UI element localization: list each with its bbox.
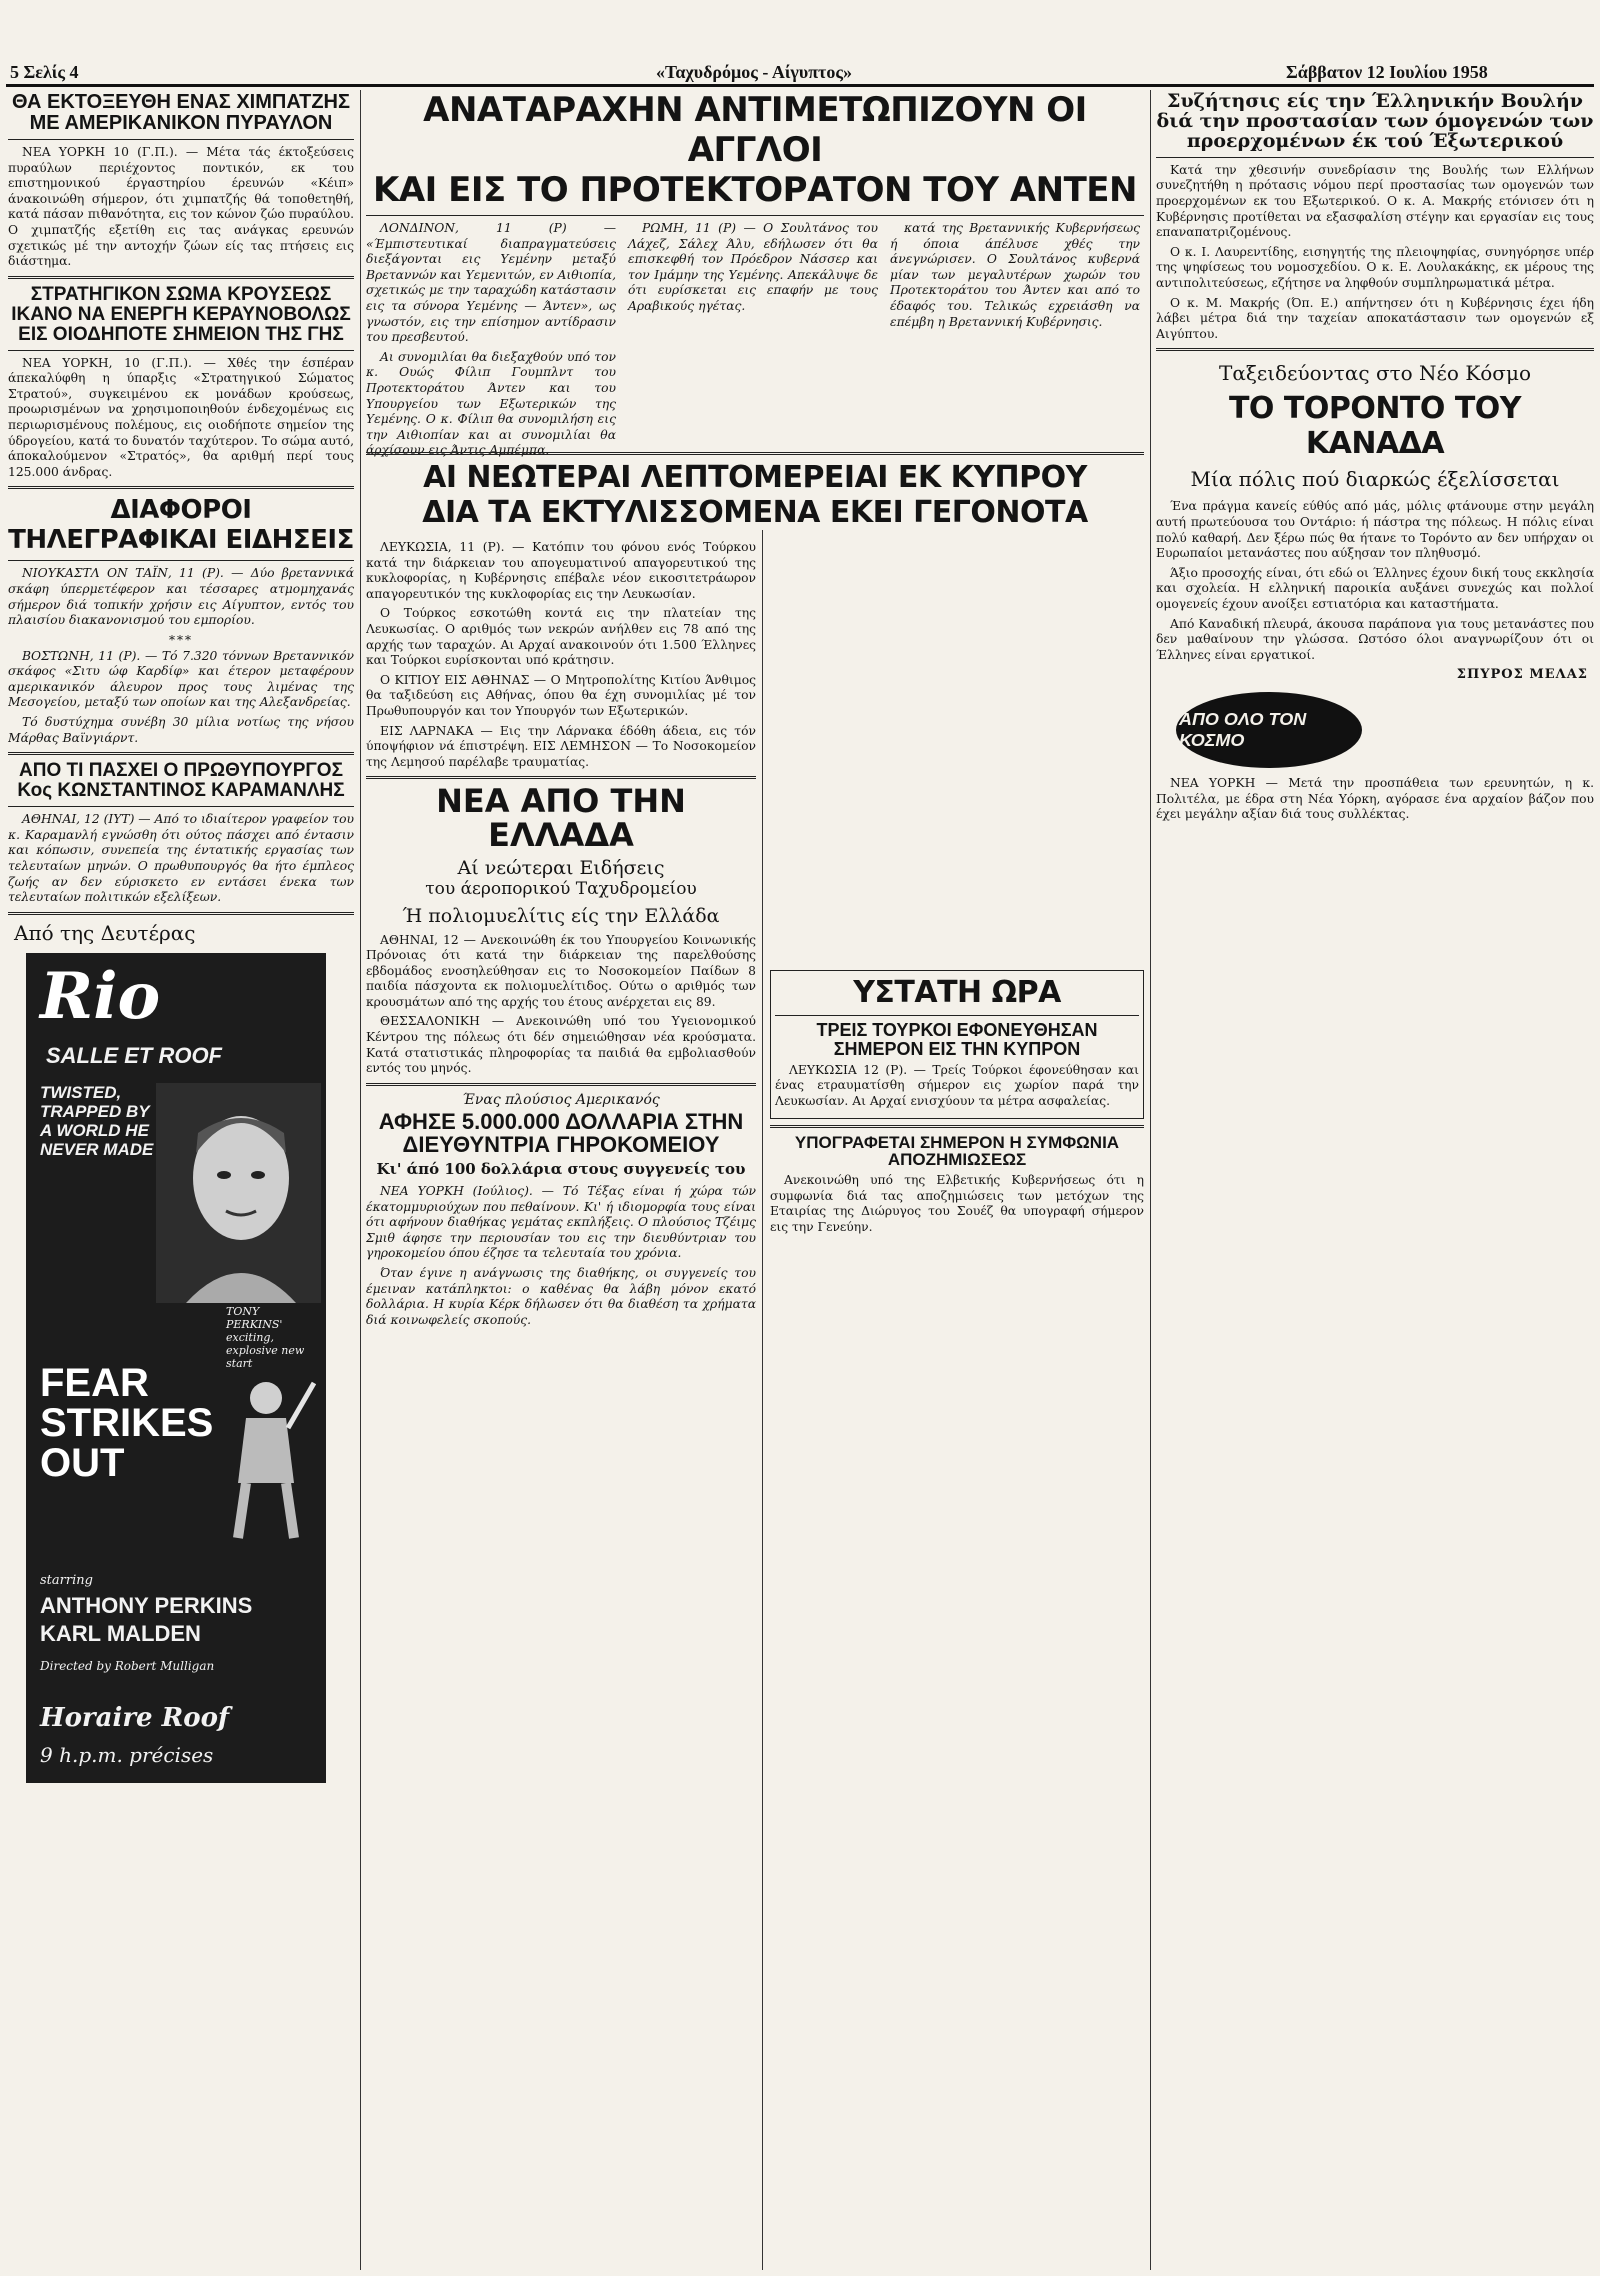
article-prime-minister: ΑΘΗΝΑΙ, 12 (ΙΥΤ) — Από το ιδιαίτερον γραφείον του κ. Καραμανλή εγνώσθη ότι ούτος πάσχει από έντασιν και κόπωσιν, συνεπεία της έντατικής εργασίας των τελευταίων μηνών. Ο πρωθυπουργός θα ήτο έμπλεος ζωής αν δεν εύρισκετο εν εντάσει ένεκα των τελευταίων πολιτικών εξελίξεων.	[8, 812, 354, 905]
director-credit: Directed by Robert Mulligan	[40, 1658, 215, 1673]
column-rule	[762, 530, 763, 2270]
headline-prime-minister: ΑΠΟ ΤΙ ΠΑΣΧΕΙ Ο ΠΡΩΘΥΠΟΥΡΓΟΣ Κος ΚΩΝΣΤΑΝΤΙΝΟΣ ΚΑΡΑΜΑΝΛΗΣ	[17, 760, 345, 802]
author-signature: ΣΠΥΡΟΣ ΜΕΛΑΣ	[1456, 667, 1588, 683]
cyprus-headline-block	[366, 460, 1144, 540]
divider	[8, 350, 354, 351]
cinema-logo: Rio	[40, 958, 161, 1034]
article-three-turks: ΛΕΥΚΩΣΙΑ 12 (Ρ). — Τρείς Τούρκοι έφονεύθησαν και ένας ετραυματίσθη σήμερον εις χωρίον παρά την Λευκωσίαν. Αι Αρχαί ενισχύουν τα μέτρα ασφαλείας.	[775, 1062, 1139, 1108]
headline-last-hour: ΥΣΤΑΤΗ ΩΡΑ	[853, 975, 1061, 1010]
actor-portrait-icon	[156, 1083, 321, 1303]
subhead-toronto: Μία πόλις πού διαρκώς έξελίσσεται	[1190, 467, 1560, 492]
divider	[366, 215, 1144, 216]
article-aden-sultan: κατά της Βρεταννικής Κυβερνήσεως ή όποια άπέλυσε χθές την άνεγνώρισεν. Ο Σουλτάνος κυβερνά μίαν των μεγαλυτέρων χωρών του Προτεκτοράτου του Άντεν και από το έδαφός του. Τελικώς εχρειάσθη να επέμβη η Βρεταννική Κυβέρνησις.	[890, 221, 1140, 329]
divider	[775, 1015, 1139, 1016]
article-aden-london: ΛΟΝΔΙΝΟΝ, 11 (Ρ) — «Έμπιστευτικαί διαπραγματεύσεις διεξάγονται εις Υεμένην μεταξύ Βρεταννών και Υεμενιτών, εν Αιθιοπία, σχετικώς με την ταραχώδη κατάστασιν εις τα σύνορα Υεμένης — Άντεν», ως γνωστόν, εις την επίσημον αντίδρασιν του πρεσβευτού.	[366, 221, 616, 345]
headline-cyprus-2: ΔΙΑ ΤΑ ΕΚΤΥΛΙΣΣΟΜΕΝΑ ΕΚΕΙ ΓΕΓΟΝΟΤΑ	[422, 495, 1088, 530]
article-aden-talks: Αι συνομιλίαι θα διεξαχθούν υπό τον κ. Ουώς Φίλιπ Γουμπλντ του Προτεκτοράτου Άντεν και του Υπουργείου των Εξωτερικών της Υεμένης. Ο κ. Φίλιπ θα συνομιλήση εις την Αιθιοπίαν και αι συνομιλίαι θα άρχίσουν εις Άντις Αμπέμπα.	[366, 349, 616, 458]
subhead-polio: Ή πολιομυελίτις είς την Ελλάδα	[402, 904, 720, 927]
article-cyprus-2: Ο Τούρκος εσκοτώθη κοντά εις την πλατείαν της Λευκωσίας. Ο αριθμός των νεκρών ανήλθεν εις 78 από της αρχής των ταραχών. Αι Αρχαί ανακοινούν ότι 1.500 Έλληνες και Τούρκοι ευρίσκονται υπό κράτησιν.	[366, 606, 756, 668]
divider	[8, 752, 354, 755]
cinema-subtitle: SALLE ET ROOF	[46, 1042, 222, 1068]
article-aden-rome: ΡΩΜΗ, 11 (Ρ) — Ο Σουλτάνος του Λάχεζ, Σάλεχ Άλυ, εδήλωσεν ότι θα επισκεφθή τον Πρόεδρον Νάσσερ και τον Ιμάμην της Υεμένης. Απεκάλυψε δε ότι ευρίσκεται εις επαφήν με τους Αραβικούς ηγέτας.	[628, 221, 878, 313]
divider	[366, 776, 756, 779]
article-will-2: Όταν έγινε η ανάγνωσις της διαθήκης, οι συγγενείς του έμειναν κατάπληκτοι: ο καθένας θα λάβη μόνον εκατό δολλάρια. Η κυρία Κέρκ δήλωσεν ότι θα διαθέση τα χρήματα διά κοινωφελείς σκοπούς.	[366, 1266, 756, 1327]
divider	[8, 806, 354, 807]
around-world-badge	[1176, 692, 1362, 768]
separator-stars: ***	[169, 632, 193, 647]
divider	[8, 276, 354, 279]
headline-cyprus-1: ΑΙ ΝΕΩΤΕΡΑΙ ΛΕΠΤΟΜΕΡΕΙΑΙ ΕΚ ΚΥΠΡΟΥ	[423, 460, 1087, 495]
news-boston: ΒΟΣΤΩΝΗ, 11 (Ρ). — Τό 7.320 τόννων Βρεταννικόν σκάφος «Σιτυ ώφ Καρδίφ» και έτερον μεταφέρουν αμερικανικόν άλευρον προς τους λιμένας της Μεσογείου, μεταξύ των οποίων και της Αλεξανδρείας.	[8, 648, 354, 710]
column-4	[1156, 90, 1594, 2270]
baseball-player-icon	[216, 1373, 316, 1543]
article-toronto-1: Ένα πράγμα κανείς εύθύς από μάς, μόλις φτάνουμε στην μεγάλη αυτή πρωτεύουσα του Οντάριο: ή πάστρα της πόλεως. Η πόλις είναι πολύ καθαρή. Δεν ξέρω πώς θα ήτανε το Τορόντο αν δεν υπήρχαν οι Ευρωπαίοι μετανάστες που αύξησαν τον πληθυσμό.	[1156, 499, 1594, 561]
headline-aden-1: ΑΝΑΤΑΡΑΧΗΝ ΑΝΤΙΜΕΤΩΠΙΖΟΥΝ ΟΙ ΑΓΓΛΟΙ	[423, 90, 1087, 170]
star-name-1: ANTHONY PERKINS	[40, 1592, 253, 1618]
headline-five-million: ΑΦΗΣΕ 5.000.000 ΔΟΛΛΑΡΙΑ ΣΤΗΝ ΔΙΕΥΘΥΝΤΡΙΑ ΓΗΡΟΚΟΜΕΙΟΥ	[378, 1108, 744, 1157]
subhead-latest-news: Αί νεώτεραι Ειδήσεις	[457, 856, 665, 879]
headline-aden-2: ΚΑΙ ΕΙΣ ΤΟ ΠΡΟΤΕΚΤΟΡΑΤΟΝ ΤΟΥ ΑΝΤΕΝ	[373, 170, 1137, 210]
article-cyprus-1: ΛΕΥΚΩΣΙΑ, 11 (Ρ). — Κατόπιν του φόνου ενός Τούρκου κατά την διάρκειαν του απογευματινού απαγορευτικού της κυκλοφορίας, η Κυβέρνησις επέβαλε νέον εικοσιτετράωρον απαγορευτικόν της κυκλοφορίας εις την Λευκωσίαν.	[366, 540, 756, 601]
headline-toronto: ΤΟ ΤΟΡΟΝΤΟ ΤΟΥ ΚΑΝΑΔΑ	[1228, 391, 1522, 462]
article-larnaca: ΕΙΣ ΛΑΡΝΑΚΑ — Εις την Λάρνακα έδόθη άδεια, εις τόν ύποψήφιον νά έπιστρέψη. ΕΙΣ ΛΕΜΗΣΟΝ — Το Νοσοκομείον της Λεμησού παρέλαβε τραυματίας.	[366, 723, 756, 769]
divider	[366, 452, 1144, 455]
ad-tagline: TWISTED, TRAPPED BY A WORLD HE NEVER MADE	[40, 1082, 154, 1159]
film-title: FEAR STRIKES OUT	[40, 1360, 214, 1485]
column-rule	[1150, 90, 1151, 2270]
divider	[1156, 157, 1594, 158]
show-times: 9 h.p.m. précises	[40, 1742, 214, 1767]
last-hour-box	[770, 970, 1144, 1119]
column-1	[8, 90, 354, 2270]
starring-label: starring	[40, 1572, 93, 1588]
subhead-hundred-dollars: Κι' άπό 100 δολλάρια στους συγγενείς του	[376, 1160, 746, 1179]
divider	[770, 1125, 1144, 1128]
divider	[8, 560, 354, 561]
issue-date: Σάββατον 12 Ιουλίου 1958	[1286, 62, 1488, 82]
subhead-air-mail: του άεροπορικού Ταχυδρομείου	[425, 878, 697, 899]
column-3	[770, 540, 1144, 2270]
headline-chimpanzee: ΘΑ ΕΚΤΟΞΕΥΘΗ ΕΝΑΣ ΧΙΜΠΑΤΖΗΣ ΜΕ ΑΜΕΡΙΚΑΝΙΚΟΝ ΠΥΡΑΥΛΟΝ	[11, 91, 350, 134]
subhead-rich-american: Ένας πλούσιος Αμερικανός	[462, 1091, 660, 1108]
article-new-york-vase: ΝΕΑ ΥΟΡΚΗ — Μετά την προσπάθεια των ερευνητών, η κ. Πολιτέλα, με έδρα στη Νέα Υόρκη, αγόρασε ένα αρχαίον βάζον που έχει μεγάλην αξίαν διά τους συλλέκτας.	[1156, 776, 1594, 822]
headline-strike-force: ΣΤΡΑΤΗΓΙΚΟΝ ΣΩΜΑ ΚΡΟΥΣΕΩΣ ΙΚΑΝΟ ΝΑ ΕΝΕΡΓΗ ΚΕΡΑΥΝΟΒΟΛΩΣ ΕΙΣ ΟΙΟΔΗΠΟΤΕ ΣΗΜΕΙΟΝ ΤΗΣ ΓΗΣ	[11, 283, 351, 345]
divider	[8, 912, 354, 915]
around-world-badge-text: ΑΠΟ ΟΛΟ ΤΟΝ ΚΟΣΜΟ	[1179, 709, 1307, 751]
article-polio-athens: ΑΘΗΝΑΙ, 12 — Ανεκοινώθη έκ του Υπουργείου Κοινωνικής Πρόνοιας ότι κατά την διάρκειαν της παρελθούσης εβδομάδος ενοσηλεύθησαν εις το Νοσοκομείον Παίδων 8 παιδία πάσχοντα εκ πολιομυελίτιδος. Ούτω ο αριθμός των κρουσμάτων από της αρχής του έτους ανέρχεται εις 89.	[366, 932, 756, 1009]
article-parliament-1: Κατά την χθεσινήν συνεδρίασιν της Βουλής των Ελλήνων συνεζητήθη η πρότασις νόμου περί προστασίας των ομογενών των προερχομένων εκ του Εξωτερικού. Ο κ. Α. Μακρής ετόνισεν ότι η Κυβέρνησις προτίθεται να εξασφαλίση στέγην και εργασίαν εις τους επαναπατριζομένους.	[1156, 162, 1594, 240]
divider	[1156, 348, 1594, 351]
article-toronto-3: Από Καναδική πλευρά, άκουσα παράπονα για τους μετανάστες που δεν μαθαίνουν την γλώσσα. Ωστόσο όλοι αναγνωρίζουν ότι οι Έλληνες είναι εργατικοί.	[1156, 616, 1594, 662]
from-monday-label: Από της Δευτέρας	[14, 920, 196, 945]
roof-schedule-label: Horaire Roof	[40, 1702, 230, 1733]
star-name-2: KARL MALDEN	[40, 1620, 201, 1646]
divider	[366, 1083, 756, 1086]
article-compensation: Ανεκοινώθη υπό της Ελβετικής Κυβερνήσεως ότι η συμφωνία διά τας αποζημιώσεις των μετόχων της Εταιρίας της Διώρυγος του Σουέζ θα υπογραφή σήμερον εις την Γενεύην.	[770, 1173, 1144, 1235]
ad-star-tag: TONY PERKINS' exciting, explosive new start	[226, 1304, 305, 1370]
divider	[8, 139, 354, 140]
article-strike-force: ΝΕΑ ΥΟΡΚΗ, 10 (Γ.Π.). — Χθές την έσπέραν άπεκαλύφθη η ύπαρξις «Στρατηγικού Σώματος Στρατού», συγκειμένου εκ μονάδων κρούσεως, προωρισμένων να χρησιμοποιηθούν ένδεχομένως εις περιωρισμένους πολέμους, εις οιοδήποτε σημείον της ύδρογείου, κατά το δυνατόν ταχύτερον. Το σώμα αυτό, άποκαλούμενον «Στρατός», θα αριθμή περί τους 125.000 άνδρας.	[8, 355, 354, 479]
masthead-bar	[6, 62, 1594, 87]
headline-parliament: Συζήτησις είς την Έλληνικήν Βουλήν διά την προστασίαν των όμογενών των προερχομένων έκ τού Έξωτερικού	[1156, 90, 1594, 152]
column-2-lower	[366, 540, 756, 2270]
divider	[8, 486, 354, 489]
headline-telegraphic-news: ΔΙΑΦΟΡΟΙ ΤΗΛΕΓΡΑΦΙΚΑΙ ΕΙΔΗΣΕΙΣ	[8, 495, 354, 556]
cinema-advertisement	[26, 953, 326, 1783]
subhead-travel: Ταξειδεύοντας στο Νέο Κόσμο	[1218, 361, 1531, 386]
article-parliament-2: Ο κ. Ι. Λαυρεντίδης, εισηγητής της πλειοψηφίας, συνηγόρησε υπέρ της ψηφίσεως του νομοσχεδίου. Ο κ. Ε. Λουλακάκης, εκ μέρους της αντιπολιτεύσεως, εζήτησε να ληφθούν συμπληρωματικά μέτρα.	[1156, 244, 1594, 290]
headline-compensation: ΥΠΟΓΡΑΦΕΤΑΙ ΣΗΜΕΡΟΝ Η ΣΥΜΦΩΝΙΑ ΑΠΟΖΗΜΙΩΣΕΩΣ	[794, 1132, 1120, 1170]
article-toronto-2: Άξιο προσοχής είναι, ότι εδώ οι Έλληνες έχουν δική τους εκκλησία και σχολεία. Η ελληνική παροικία αυξάνει συνεχώς και πολλοί ομογενείς έχουν ανοίξει εστιατόρια και καταστήματα.	[1156, 565, 1594, 611]
article-chimpanzee: ΝΕΑ ΥΟΡΚΗ 10 (Γ.Π.). — Μέτα τάς έκτοξεύσεις πυραύλων περιέχοντος ποντικόν, εκ του επιστημονικού έργαστηρίου έρευνών «Κέιπ» άνακοινώθη σήμερον, ότι χιμπατζής θά τοποθετηθή, κατά πάσαν πιθανότητα, εις τον κώνον ζώο πυραύλου. Ο χιμπατζής εξετίθη εις τας ανάγκας ερευνών σχετικώς μέ την αντοχήν ζώων είς τας πτήσεις εις διάστημα.	[8, 145, 354, 269]
headline-news-greece: ΝΕΑ ΑΠΟ ΤΗΝ ΕΛΛΑΔΑ	[436, 782, 686, 854]
article-polio-thessaloniki: ΘΕΣΣΑΛΟΝΙΚΗ — Ανεκοινώθη υπό του Υγειονομικού Κέντρου της πόλεως ότι δέν σημειώθησαν νέα κρούσματα. Κατά στατιστικάς πληροφορίας τα παιδιά θα εμβολιασθούν εντός του μηνός.	[366, 1014, 756, 1076]
news-newcastle: ΝΙΟΥΚΑΣΤΛ ΟΝ ΤΑΪΝ, 11 (Ρ). — Δύο βρεταννικά σκάφη ύπερμετέφερον και τέσσαρες ατμομηχανάς σήμερον διά τοπικήν χρήσιν εις Αίγυπτον, εντός του πλαισίου διακανονισμού του εμπορίου.	[8, 566, 354, 628]
column-rule	[360, 90, 361, 2270]
article-parliament-3: Ο κ. Μ. Μακρής (Όπ. Ε.) απήντησεν ότι η Κυβέρνησις έχει ήδη λάβει μέτρα διά την ταχείαν αποκατάστασιν των ομογενών εξ Αιγύπτου.	[1156, 295, 1594, 341]
page-number: 5 Σελίς 4	[10, 62, 79, 82]
news-accident: Τό δυστύχημα συνέβη 30 μίλια νοτίως της νήσου Μάρθας Βαϊνγιάρντ.	[8, 715, 354, 745]
article-will-1: ΝΕΑ ΥΟΡΚΗ (Ιούλιος). — Τό Τέξας είναι ή χώρα τών έκατομμυριούχων που πεθαίνουν. Κι' ή ιδιομορφία τους είναι ότι αφήνουν διαθήκας γεμάτας εκπλήξεις. Ο πλούσιος Τζέιμς Σμιθ άφησε την περιουσίαν του εις την διευθύντριαν του γηροκομείου όπου έζησε τα τελευταία του χρόνια.	[366, 1184, 756, 1261]
article-kitium: Ο ΚΙΤΙΟΥ ΕΙΣ ΑΘΗΝΑΣ — Ο Μητροπολίτης Κιτίου Άνθιμος θα ταξιδεύση εις Αθήνας, όπου θα έχη συνομιλίας μέ τον Πρωθυπουργόν και τον Υπουργόν των Εξωτερικών.	[366, 672, 756, 718]
paper-name: «Ταχυδρόμος - Αίγυπτος»	[656, 62, 852, 82]
headline-three-turks: ΤΡΕΙΣ ΤΟΥΡΚΟΙ ΕΦΟΝΕΥΘΗΣΑΝ ΣΗΜΕΡΟΝ ΕΙΣ ΤΗΝ ΚΥΠΡΟΝ	[816, 1020, 1098, 1059]
